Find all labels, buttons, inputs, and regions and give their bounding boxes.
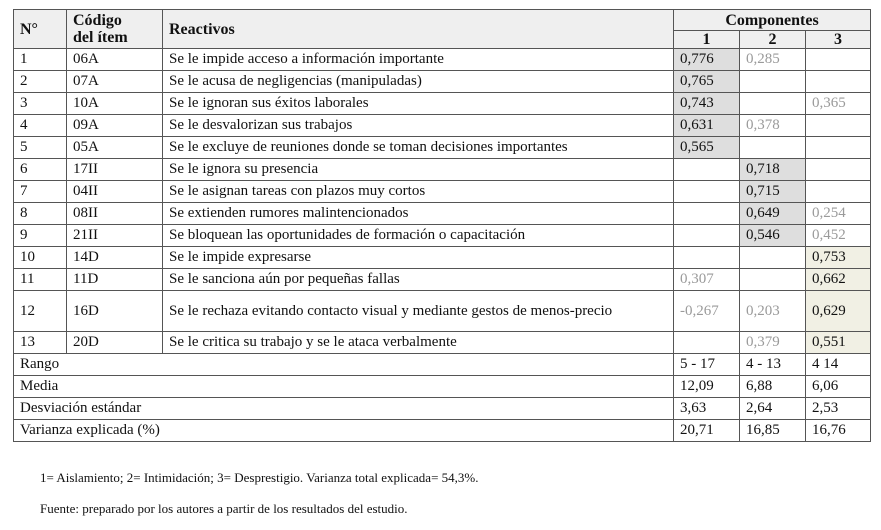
table-row <box>14 137 871 159</box>
row-number: 7 <box>14 181 67 203</box>
row-item-code: 20D <box>67 332 163 354</box>
row-item-code: 05A <box>67 137 163 159</box>
loading-component-3: 0,452 <box>806 225 871 247</box>
row-item-code: 21II <box>67 225 163 247</box>
loading-component-2: 0,715 <box>740 181 806 203</box>
loading-component-3 <box>806 159 871 181</box>
loading-component-1: 0,307 <box>674 269 740 291</box>
row-number: 5 <box>14 137 67 159</box>
stat-value-component-1: 20,71 <box>674 420 740 442</box>
loading-component-1: -0,267 <box>674 291 740 332</box>
factor-loadings-table <box>13 9 871 442</box>
loading-component-3 <box>806 137 871 159</box>
row-item-code: 09A <box>67 115 163 137</box>
row-reactivo: Se le impide acceso a información importante <box>163 49 674 71</box>
loading-component-3: 0,254 <box>806 203 871 225</box>
loading-component-2: 0,378 <box>740 115 806 137</box>
loading-component-3: 0,662 <box>806 269 871 291</box>
stat-value-component-1: 3,63 <box>674 398 740 420</box>
header-component-2: 2 <box>740 31 806 49</box>
row-item-code: 06A <box>67 49 163 71</box>
stat-value-component-1: 5 - 17 <box>674 354 740 376</box>
loading-component-2 <box>740 71 806 93</box>
table-row <box>14 247 871 269</box>
loading-component-1 <box>674 203 740 225</box>
loading-component-1 <box>674 332 740 354</box>
row-item-code: 14D <box>67 247 163 269</box>
stat-value-component-3: 4 14 <box>806 354 871 376</box>
table-row <box>14 203 871 225</box>
row-number: 13 <box>14 332 67 354</box>
loading-component-3 <box>806 71 871 93</box>
loading-component-3 <box>806 115 871 137</box>
row-item-code: 11D <box>67 269 163 291</box>
stat-value-component-2: 6,88 <box>740 376 806 398</box>
row-reactivo: Se le desvalorizan sus trabajos <box>163 115 674 137</box>
table-row <box>14 291 871 332</box>
row-number: 10 <box>14 247 67 269</box>
row-number: 3 <box>14 93 67 115</box>
loading-component-2 <box>740 93 806 115</box>
loading-component-2 <box>740 269 806 291</box>
loading-component-1 <box>674 181 740 203</box>
row-reactivo: Se bloquean las oportunidades de formación o capacitación <box>163 225 674 247</box>
header-item-code-line1: Código <box>73 12 122 29</box>
header-reactivos: Reactivos <box>163 10 674 49</box>
stat-value-component-3: 6,06 <box>806 376 871 398</box>
table-row <box>14 181 871 203</box>
loading-component-3 <box>806 181 871 203</box>
loading-component-1: 0,743 <box>674 93 740 115</box>
stat-row-media <box>14 376 871 398</box>
header-componentes: Componentes <box>674 10 871 31</box>
header-component-1: 1 <box>674 31 740 49</box>
loading-component-3: 0,753 <box>806 247 871 269</box>
row-number: 9 <box>14 225 67 247</box>
stat-label: Varianza explicada (%) <box>14 420 674 442</box>
loading-component-2 <box>740 247 806 269</box>
header-component-3: 3 <box>806 31 871 49</box>
table-row <box>14 225 871 247</box>
row-number: 8 <box>14 203 67 225</box>
loading-component-1: 0,765 <box>674 71 740 93</box>
table-legend-note: 1= Aislamiento; 2= Intimidación; 3= Desprestigio. Varianza total explicada= 54,3%. <box>40 470 479 485</box>
row-reactivo: Se le sanciona aún por pequeñas fallas <box>163 269 674 291</box>
row-reactivo: Se le excluye de reuniones donde se toman decisiones importantes <box>163 137 674 159</box>
row-reactivo: Se le ignoran sus éxitos laborales <box>163 93 674 115</box>
loading-component-3: 0,629 <box>806 291 871 332</box>
row-number: 11 <box>14 269 67 291</box>
row-item-code: 04II <box>67 181 163 203</box>
loading-component-2: 0,649 <box>740 203 806 225</box>
stat-value-component-3: 2,53 <box>806 398 871 420</box>
row-reactivo: Se le critica su trabajo y se le ataca verbalmente <box>163 332 674 354</box>
table-body <box>14 49 871 442</box>
row-number: 1 <box>14 49 67 71</box>
loading-component-2 <box>740 137 806 159</box>
table-row <box>14 159 871 181</box>
stat-value-component-1: 12,09 <box>674 376 740 398</box>
table-row <box>14 115 871 137</box>
loading-component-1 <box>674 225 740 247</box>
loading-component-3 <box>806 49 871 71</box>
loading-component-1: 0,631 <box>674 115 740 137</box>
row-number: 2 <box>14 71 67 93</box>
row-item-code: 17II <box>67 159 163 181</box>
row-reactivo: Se le ignora su presencia <box>163 159 674 181</box>
loading-component-2: 0,718 <box>740 159 806 181</box>
row-reactivo: Se le impide expresarse <box>163 247 674 269</box>
stat-label: Media <box>14 376 674 398</box>
loading-component-2: 0,285 <box>740 49 806 71</box>
row-reactivo: Se le asignan tareas con plazos muy cortos <box>163 181 674 203</box>
row-item-code: 07A <box>67 71 163 93</box>
loading-component-2: 0,379 <box>740 332 806 354</box>
stat-row-desviacion <box>14 398 871 420</box>
loading-component-3: 0,551 <box>806 332 871 354</box>
header-item-code <box>67 10 163 49</box>
row-item-code: 08II <box>67 203 163 225</box>
table-row <box>14 332 871 354</box>
loading-component-1: 0,565 <box>674 137 740 159</box>
table-source-note: Fuente: preparado por los autores a partir de los resultados del estudio. <box>40 501 408 516</box>
stat-label: Desviación estándar <box>14 398 674 420</box>
stat-value-component-2: 4 - 13 <box>740 354 806 376</box>
stat-row-rango <box>14 354 871 376</box>
table-row <box>14 71 871 93</box>
stat-value-component-2: 2,64 <box>740 398 806 420</box>
loading-component-1 <box>674 247 740 269</box>
table-header <box>14 10 871 49</box>
row-reactivo: Se le rechaza evitando contacto visual y mediante gestos de menos-precio <box>163 291 674 332</box>
loading-component-2: 0,203 <box>740 291 806 332</box>
stat-label: Rango <box>14 354 674 376</box>
loading-component-1 <box>674 159 740 181</box>
row-number: 12 <box>14 291 67 332</box>
row-number: 6 <box>14 159 67 181</box>
row-reactivo: Se extienden rumores malintencionados <box>163 203 674 225</box>
row-item-code: 16D <box>67 291 163 332</box>
header-item-code-line2: del ítem <box>73 29 128 46</box>
table-row <box>14 269 871 291</box>
loading-component-2: 0,546 <box>740 225 806 247</box>
stat-value-component-3: 16,76 <box>806 420 871 442</box>
loading-component-3: 0,365 <box>806 93 871 115</box>
row-number: 4 <box>14 115 67 137</box>
header-number: N° <box>14 10 67 49</box>
loading-component-1: 0,776 <box>674 49 740 71</box>
table-row <box>14 93 871 115</box>
row-reactivo: Se le acusa de negligencias (manipuladas) <box>163 71 674 93</box>
stat-value-component-2: 16,85 <box>740 420 806 442</box>
row-item-code: 10A <box>67 93 163 115</box>
table-row <box>14 49 871 71</box>
stat-row-varianza <box>14 420 871 442</box>
